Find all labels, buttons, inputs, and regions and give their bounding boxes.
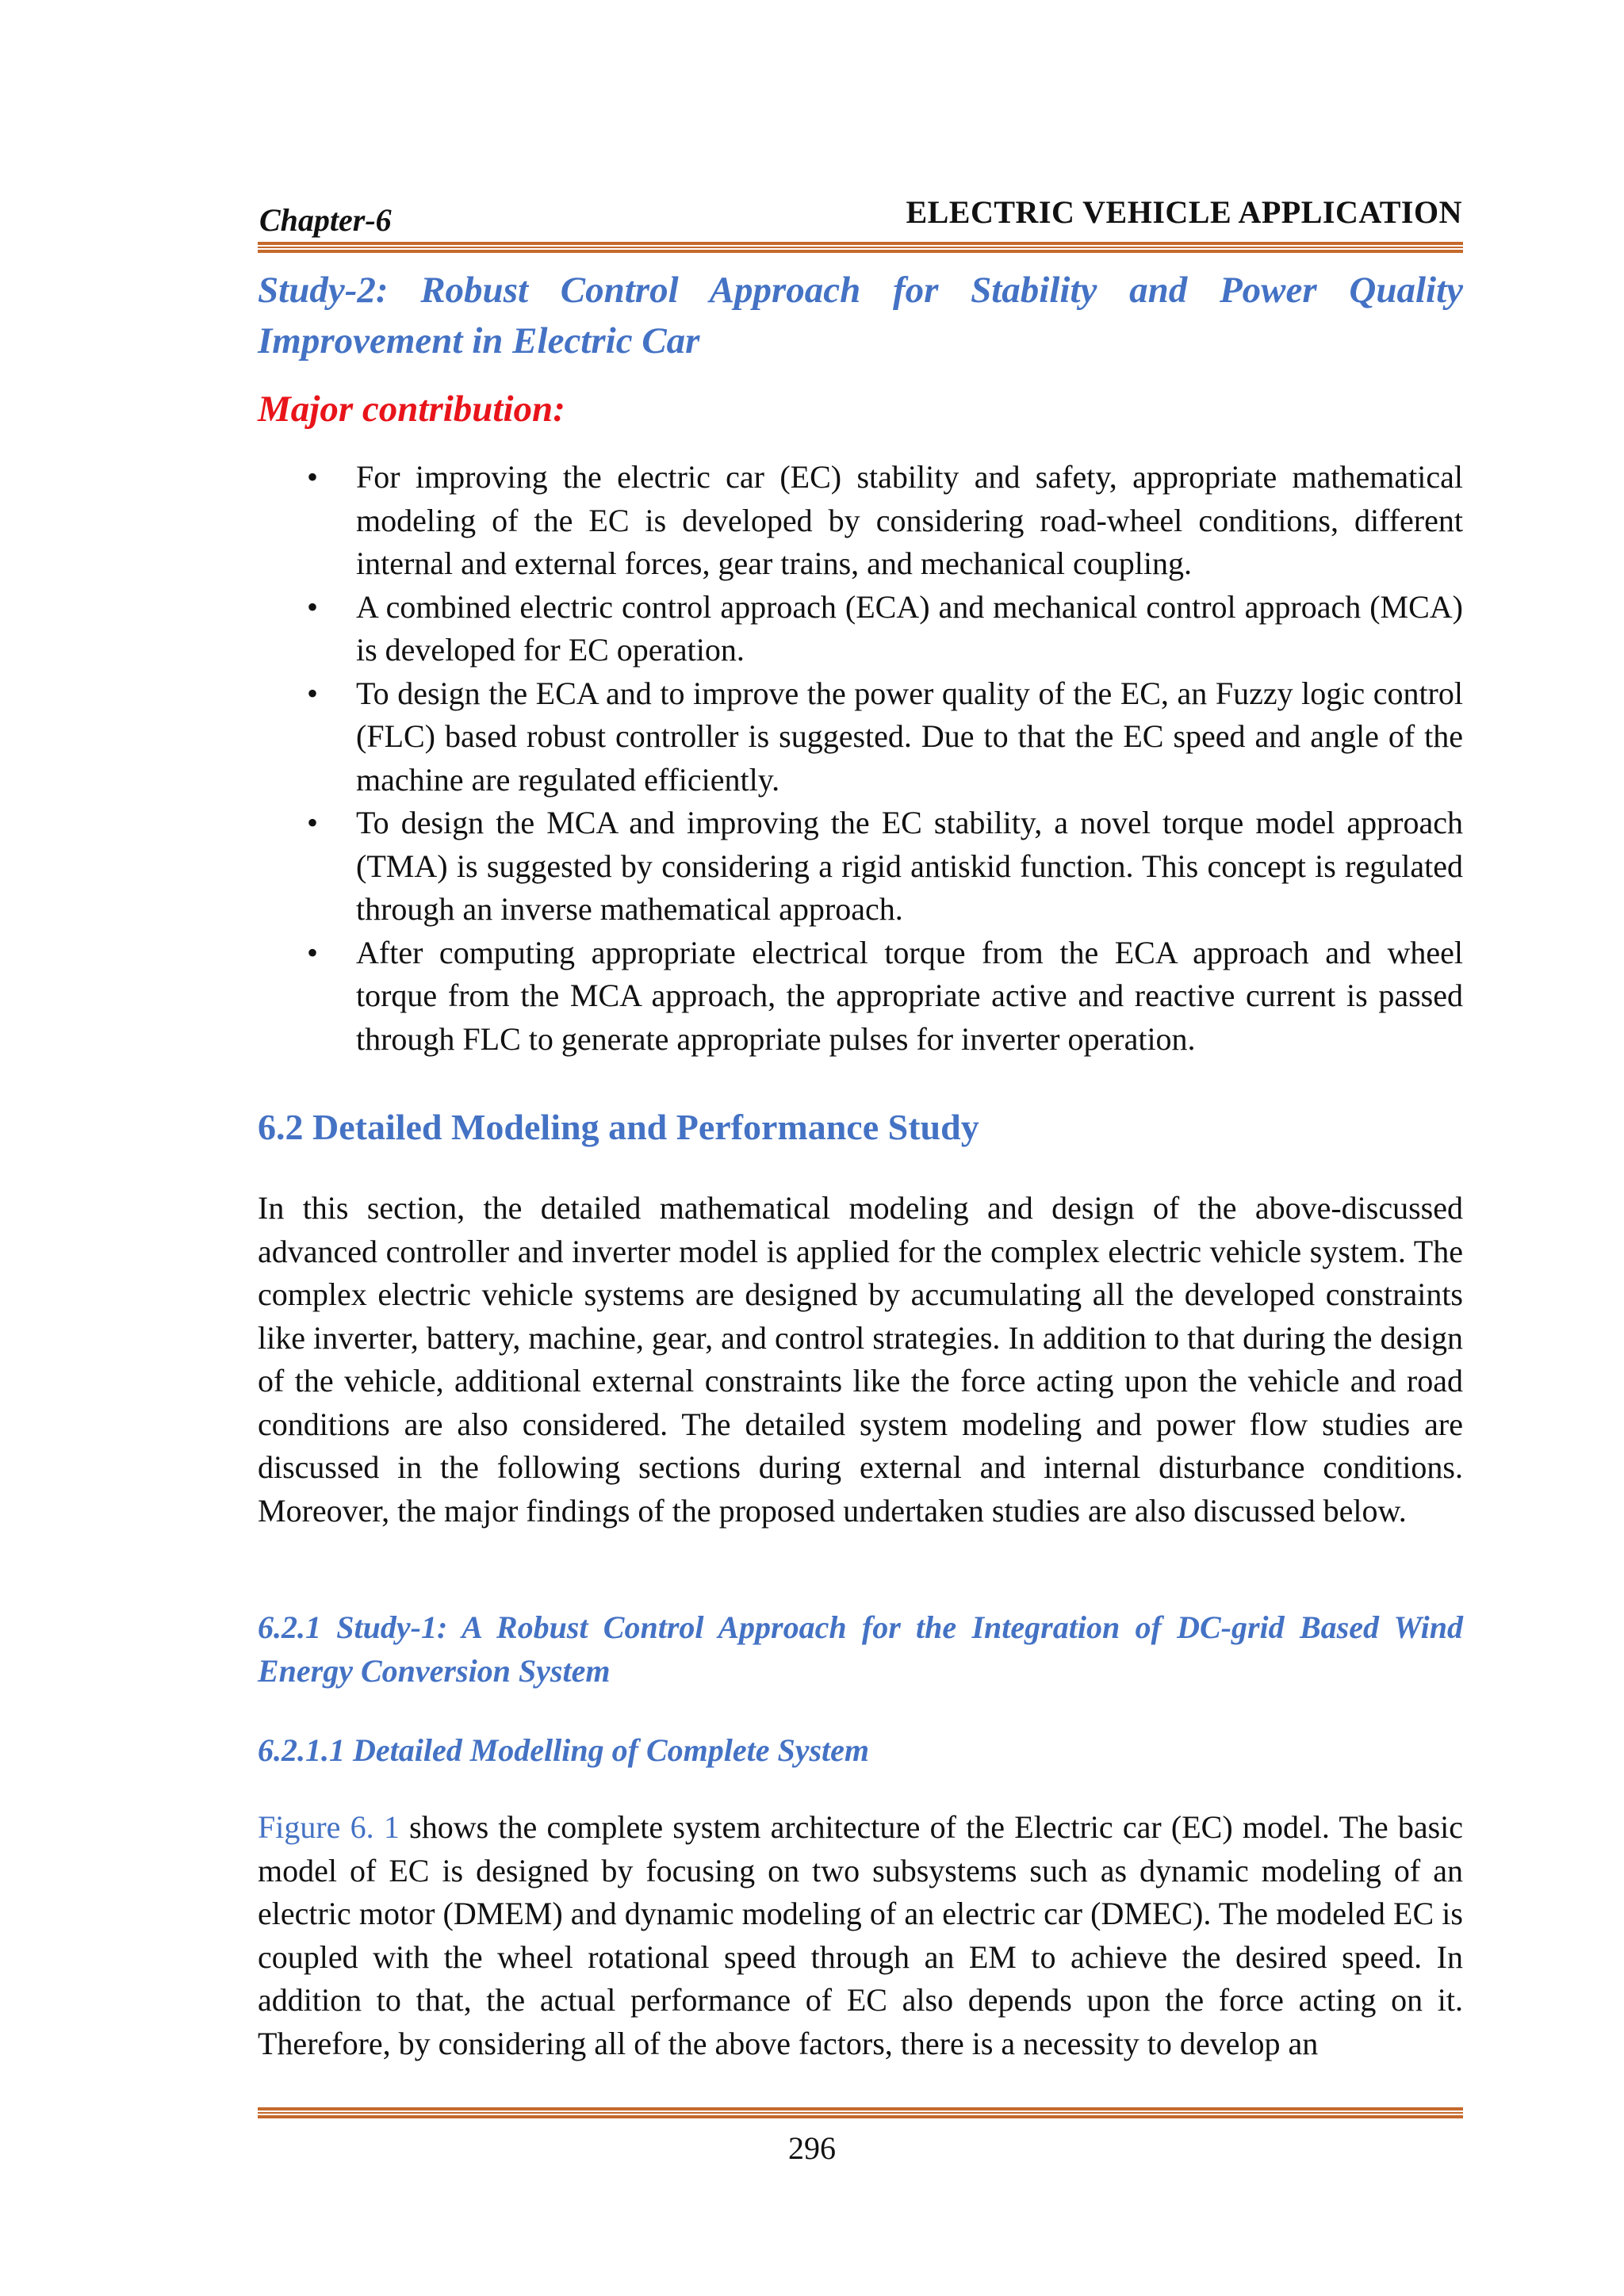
contribution-list: [258, 456, 1463, 1061]
bullet-icon: •: [307, 588, 319, 625]
page-header: [258, 193, 1462, 241]
bullet-icon: •: [307, 805, 319, 840]
subsubsection-heading: 6.2.1.1 Detailed Modelling of Complete System: [258, 1732, 870, 1768]
list-item: [258, 672, 1463, 802]
list-item: [258, 456, 1463, 586]
body-paragraph-1: In this section, the detailed mathematical modeling and design of the above-discussed advanced controller and inverter model is applied for the complex electric vehicle system. The complex electric vehicle systems are designed by accumulating all the developed constraints like inverter, battery, machine, gear, and control strategies. In addition to that during the design of the vehicle, additional external constraints like the force acting upon the vehicle and road conditions are also considered. The detailed system modeling and power flow studies are discussed in the following sections during external and internal disturbance conditions. Moreover, the major findings of the proposed undertaken studies are also discussed below.: [258, 1190, 1463, 1529]
body-paragraph-2-text: shows the complete system architecture of the Electric car (EC) model. The basic model of EC is designed by focusing on two subsystems such as dynamic modeling of an electric motor (DMEM) and dynamic modeling of an electric car (DMEC). The modeled EC is coupled with the wheel rotational speed through an EM to achieve the desired speed. In addition to that, the actual performance of EC also depends upon the force acting on it. Therefore, by considering all of the above factors, there is a necessity to develop an: [258, 1809, 1464, 2061]
list-item-text: For improving the electric car (EC) stability and safety, appropriate mathematical modeling of the EC is developed by considering road-wheel conditions, different internal and external forces, gear trains, and mechanical coupling.: [356, 459, 1463, 581]
bullet-icon: •: [307, 459, 319, 495]
chapter-title: ELECTRIC VEHICLE APPLICATION: [906, 194, 1462, 230]
body-paragraph-2: [258, 1806, 1463, 2065]
list-item-text: To design the ECA and to improve the power quality of the EC, an Fuzzy logic control (FLC) based robust controller is suggested. Due to that the EC speed and angle of the machine are regulated efficiently.: [356, 675, 1463, 798]
bullet-icon: •: [307, 934, 319, 970]
figure-reference-link[interactable]: Figure 6. 1: [258, 1809, 400, 1845]
subsection-heading: 6.2.1 Study-1: A Robust Control Approach for the Integration of DC-grid Based Wind Energy Conversion System: [258, 1609, 1463, 1689]
list-item-text: To design the MCA and improving the EC stability, a novel torque model approach (TMA) is suggested by considering a rigid antiskid function. This concept is regulated through an inverse mathematical approach.: [356, 805, 1463, 927]
footer-rule: [258, 2107, 1463, 2118]
section-heading: 6.2 Detailed Modeling and Performance Study: [258, 1107, 979, 1147]
major-contribution-heading: Major contribution:: [258, 388, 565, 430]
header-rule: [258, 242, 1463, 253]
list-item-text: A combined electric control approach (ECA) and mechanical control approach (MCA) is developed for EC operation.: [356, 588, 1463, 668]
page-number: 296: [788, 2130, 836, 2166]
list-item: [258, 932, 1463, 1062]
list-item-text: After computing appropriate electrical torque from the ECA approach and wheel torque from the MCA approach, the appropriate active and reactive current is passed through FLC to generate appropriate pulses for inverter operation.: [356, 934, 1463, 1057]
list-item: [258, 586, 1463, 672]
bullet-icon: •: [307, 675, 319, 711]
study-title: Study-2: Robust Control Approach for Stability and Power Quality Improvement in Electric Car: [258, 270, 1463, 362]
chapter-label: Chapter-6: [259, 202, 392, 238]
list-item: [258, 802, 1463, 932]
